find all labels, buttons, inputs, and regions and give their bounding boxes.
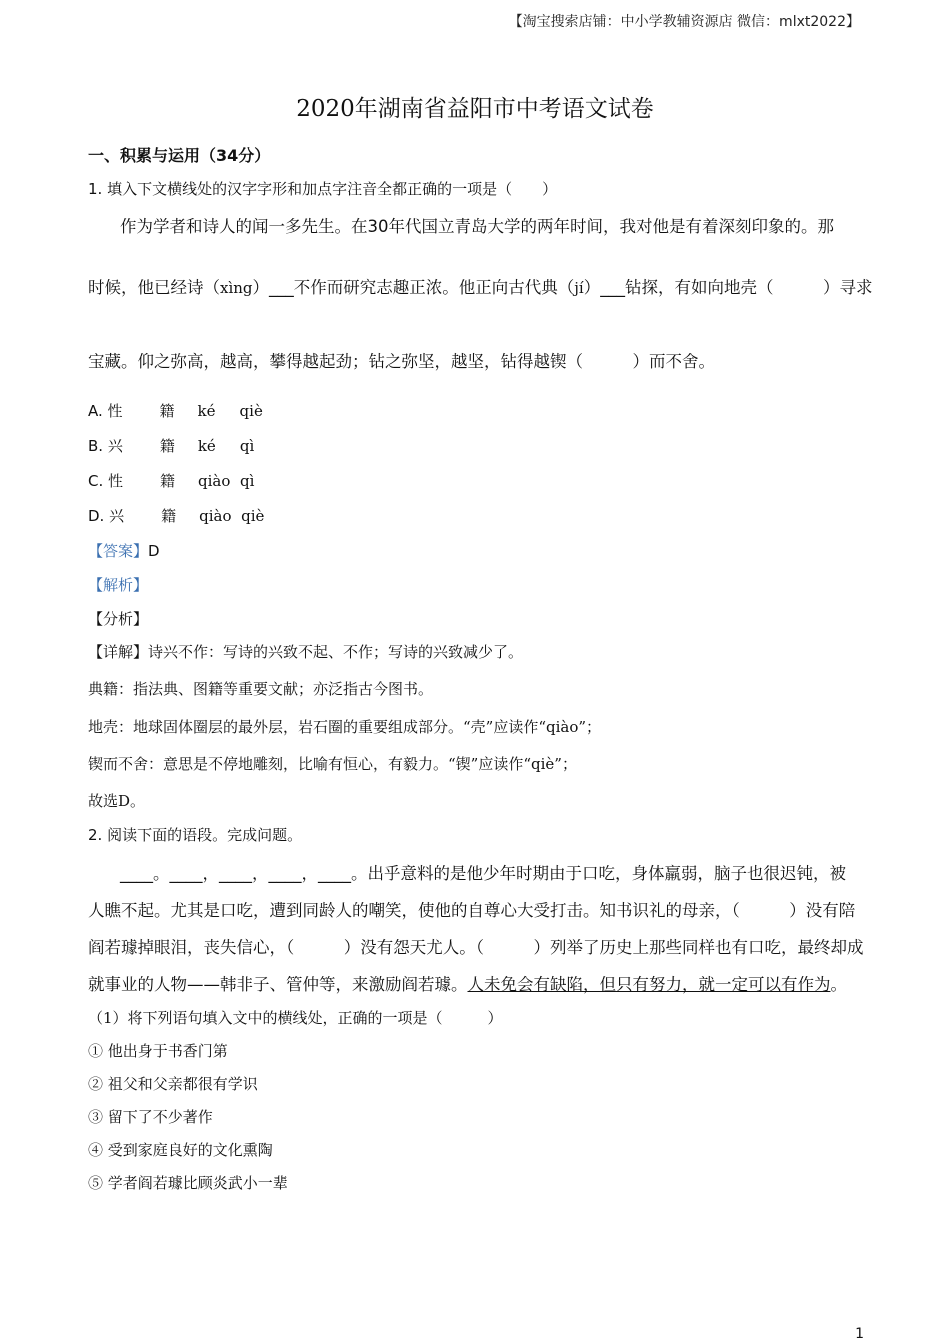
detail-text: 诗兴不作：写诗的兴致不起、不作；写诗的兴致减少了。: [148, 643, 524, 661]
option-pinyin: qì: [240, 472, 255, 490]
option-pinyin: ké: [197, 437, 216, 455]
list-item: ⑤ 学者阎若璩比顾炎武小一辈: [88, 1174, 288, 1192]
detail-tag: 【详解】: [88, 643, 149, 661]
option-pinyin: qiè: [239, 402, 263, 420]
list-item: ② 祖父和父亲都很有学识: [88, 1075, 258, 1093]
question-number: 1.: [88, 180, 103, 198]
option-word: 籍: [160, 472, 176, 490]
page-title: 2020年湖南省益阳市中考语文试卷: [296, 96, 654, 122]
passage-text: ）___钻探，有如向地: [583, 278, 741, 297]
question-1-stem: [88, 178, 557, 199]
option-pinyin: qiè: [241, 507, 265, 525]
passage-line: [88, 348, 715, 372]
option-word: 籍: [159, 402, 175, 420]
analysis-tag: 【解析】: [88, 576, 149, 594]
option-word: 籍: [161, 507, 177, 525]
pinyin: jí: [574, 279, 584, 297]
conclusion-line: 故选D。: [88, 792, 146, 810]
option-word: 兴: [109, 507, 125, 525]
option-pinyin: qiào: [199, 507, 232, 525]
pinyin: xìng: [220, 279, 253, 297]
explanation-line: 典籍：指法典、图籍等重要文献；亦泛指古今图书。: [88, 680, 434, 698]
option-letter: B.: [88, 437, 104, 455]
answer-line: [88, 540, 160, 561]
passage-text: （ ）寻求: [756, 278, 873, 297]
option-word: 兴: [107, 437, 123, 455]
list-item: ③ 留下了不少著作: [88, 1108, 213, 1126]
option-pinyin: ké: [197, 402, 216, 420]
sub-question: （1）将下列语句填入文中的横线处，正确的一项是（ ）: [88, 1009, 503, 1027]
passage-text: 就事业的人物——韩非子、管仲等，来激励阎若璩。: [88, 975, 468, 994]
passage-text: 。: [830, 975, 847, 994]
passage-text: 时候，他已经诗（: [88, 278, 220, 297]
explanation-line: 锲而不舍：意思是不停地雕刻，比喻有恒心，有毅力。“锲”应读作“qiè”；: [88, 755, 577, 773]
passage-line: 作为学者和诗人的闻一多先生。在30年代国立青岛大学的两年时间，我对他是有着深刻印象的。那: [120, 217, 834, 236]
passage-line: 人瞧不起。尤其是口吃，遭到同龄人的嘲笑，使他的自尊心大受打击。知书识礼的母亲，（ ）没有陪: [88, 901, 856, 920]
question-number: 2.: [88, 826, 103, 844]
passage-text: ）___不作而研究志趣正浓。他正向古代典（: [252, 278, 575, 297]
section-heading: 一、积累与运用（34分）: [88, 146, 271, 165]
passage-line: 阎若璩掉眼泪，丧失信心，（ ）没有怨天尤人。（ ）列举了历史上那些同样也有口吃，最终却成: [88, 938, 864, 957]
dotted-char: 壳: [740, 278, 757, 297]
passage-text: 宝藏。仰之弥高，越高，攀得越起劲；钻之弥坚，越坚，钻得越: [88, 352, 550, 371]
page-number: 1: [855, 1326, 864, 1342]
answer-value: D: [148, 542, 160, 560]
option-pinyin: qì: [239, 437, 255, 455]
passage-line: ____。____，____，____，____。出乎意料的是他少年时期由于口吃，身体羸弱，脑子也很迟钝，被: [120, 864, 846, 883]
passage-text: （ ）而不舍。: [566, 352, 715, 371]
option-b: [88, 435, 254, 456]
option-a: [88, 400, 263, 421]
passage-line: [88, 274, 872, 298]
option-letter: C.: [88, 472, 104, 490]
fenxi-tag: 【分析】: [88, 610, 149, 628]
passage-line: [88, 971, 847, 995]
option-pinyin: qiào: [198, 472, 231, 490]
option-d: [88, 505, 264, 526]
option-letter: A.: [88, 402, 103, 420]
question-2-stem: [88, 824, 302, 845]
option-word: 性: [107, 402, 123, 420]
dotted-char: 锲: [550, 352, 567, 371]
list-item: ④ 受到家庭良好的文化熏陶: [88, 1141, 273, 1159]
option-letter: D.: [88, 507, 105, 525]
option-word: 性: [108, 472, 124, 490]
answer-tag: 【答案】: [88, 542, 149, 560]
option-word: 籍: [159, 437, 175, 455]
question-text: 填入下文横线处的汉字字形和加点字注音全都正确的一项是（ ）: [107, 180, 558, 198]
list-item: ① 他出身于书香门第: [88, 1042, 228, 1060]
option-c: [88, 470, 254, 491]
header-note: 【淘宝搜索店铺：中小学教辅资源店 微信：mlxt2022】: [508, 14, 860, 30]
underlined-sentence: 人未免会有缺陷，但只有努力，就一定可以有作为: [467, 975, 831, 994]
detail-line: [88, 641, 523, 662]
explanation-line: 地壳：地球固体圈层的最外层，岩石圈的重要组成部分。“壳”应读作“qiào”；: [88, 718, 602, 736]
question-text: 阅读下面的语段。完成问题。: [107, 826, 303, 844]
